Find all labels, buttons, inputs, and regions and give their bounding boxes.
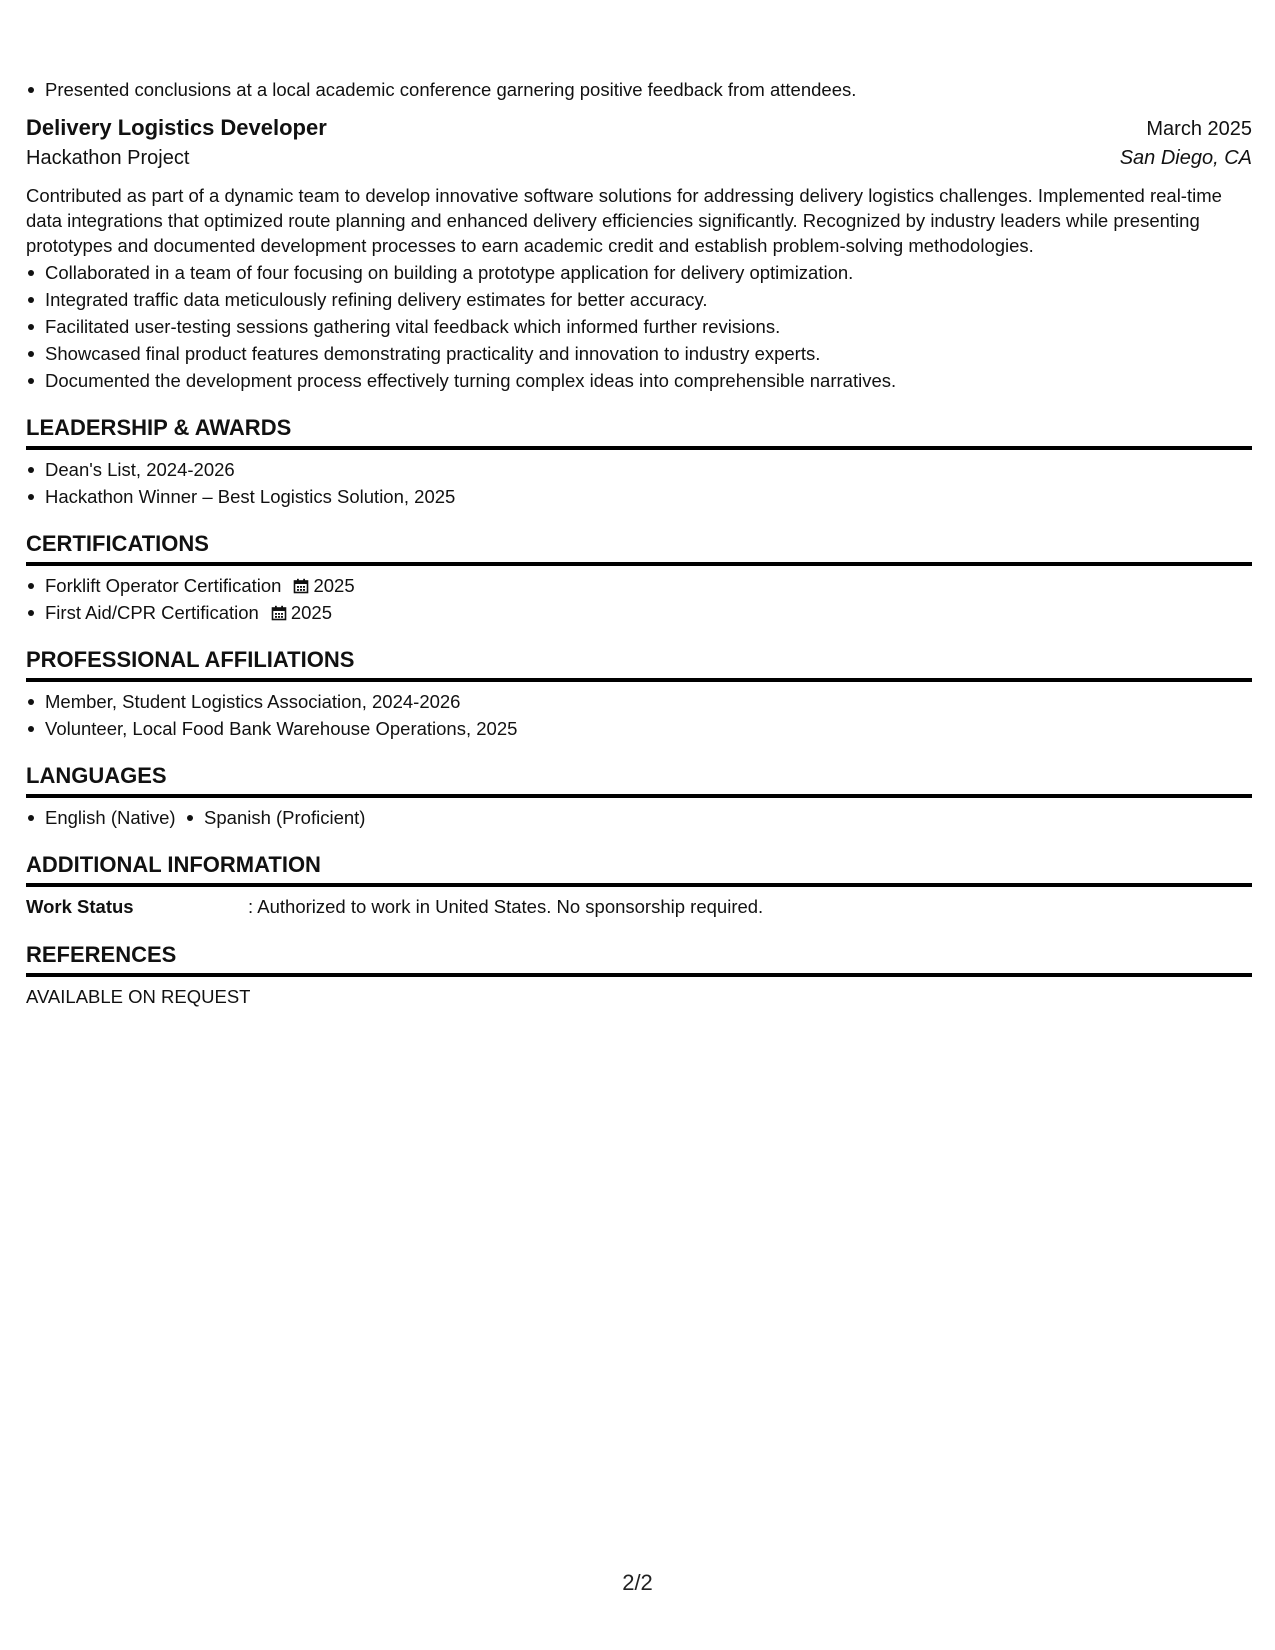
certifications-list bbox=[26, 572, 1252, 626]
list-item: Collaborated in a team of four focusing on building a prototype application for delivery optimization. bbox=[45, 259, 1252, 286]
list-item: Showcased final product features demonstrating practicality and innovation to industry experts. bbox=[45, 340, 1252, 367]
work-status-label: Work Status bbox=[26, 896, 134, 917]
languages-list bbox=[26, 804, 1252, 831]
list-item: English (Native) bbox=[45, 804, 176, 831]
list-item: Hackathon Winner – Best Logistics Solution, 2025 bbox=[45, 483, 1252, 510]
certification-year: 2025 bbox=[290, 602, 332, 623]
job-organization: Hackathon Project bbox=[26, 147, 190, 169]
list-item: Member, Student Logistics Association, 2024-2026 bbox=[45, 688, 1252, 715]
list-item: Spanish (Proficient) bbox=[204, 804, 365, 831]
certifications-section bbox=[26, 529, 1252, 626]
references-text: AVAILABLE ON REQUEST bbox=[26, 986, 251, 1007]
job-entry bbox=[26, 115, 1252, 394]
list-item: Documented the development process effectively turning complex ideas into comprehensible narratives. bbox=[45, 367, 1252, 394]
job-header bbox=[26, 115, 1252, 147]
certification-name: Forklift Operator Certification bbox=[45, 575, 282, 596]
additional-info-section bbox=[26, 850, 1252, 921]
job-subheader bbox=[26, 147, 1252, 179]
job-date: March 2025 bbox=[1146, 118, 1252, 140]
section-title: CERTIFICATIONS bbox=[26, 529, 1252, 566]
certification-year: 2025 bbox=[313, 575, 355, 596]
section-title: REFERENCES bbox=[26, 940, 1252, 977]
affiliations-list bbox=[26, 688, 1252, 742]
work-status-value: : Authorized to work in United States. No sponsorship required. bbox=[248, 896, 764, 917]
job-bullets bbox=[26, 259, 1252, 394]
list-item: Facilitated user-testing sessions gathering vital feedback which informed further revisions. bbox=[45, 313, 1252, 340]
affiliations-section bbox=[26, 645, 1252, 742]
calendar-icon bbox=[293, 578, 309, 594]
job-description: Contributed as part of a dynamic team to develop innovative software solutions for addressing delivery logistics challenges. Implemented real-time data integrations that optimized route planning and enhanced delivery efficiencies significantly. Recognized by industry leaders while presenting prototypes and documented development processes to earn academic credit and establish problem-solving methodologies. bbox=[26, 185, 1222, 256]
calendar-icon bbox=[271, 605, 287, 621]
work-status-row bbox=[26, 893, 1252, 921]
list-item bbox=[45, 572, 1252, 599]
previous-job-bullets bbox=[26, 76, 1252, 103]
leadership-list bbox=[26, 456, 1252, 510]
section-title: ADDITIONAL INFORMATION bbox=[26, 850, 1252, 887]
references-section bbox=[26, 940, 1252, 1011]
list-item: Volunteer, Local Food Bank Warehouse Operations, 2025 bbox=[45, 715, 1252, 742]
list-item: Presented conclusions at a local academic conference garnering positive feedback from attendees. bbox=[45, 76, 1252, 103]
list-item: Integrated traffic data meticulously refining delivery estimates for better accuracy. bbox=[45, 286, 1252, 313]
job-title: Delivery Logistics Developer bbox=[26, 115, 327, 140]
section-title: LANGUAGES bbox=[26, 761, 1252, 798]
certification-name: First Aid/CPR Certification bbox=[45, 602, 259, 623]
list-item: Dean's List, 2024-2026 bbox=[45, 456, 1252, 483]
leadership-section bbox=[26, 413, 1252, 510]
job-location: San Diego, CA bbox=[1119, 147, 1252, 169]
section-title: LEADERSHIP & AWARDS bbox=[26, 413, 1252, 450]
list-item bbox=[45, 599, 1252, 626]
resume-page bbox=[26, 76, 1252, 1011]
section-title: PROFESSIONAL AFFILIATIONS bbox=[26, 645, 1252, 682]
languages-section bbox=[26, 761, 1252, 831]
page-number: 2/2 bbox=[622, 1570, 653, 1595]
